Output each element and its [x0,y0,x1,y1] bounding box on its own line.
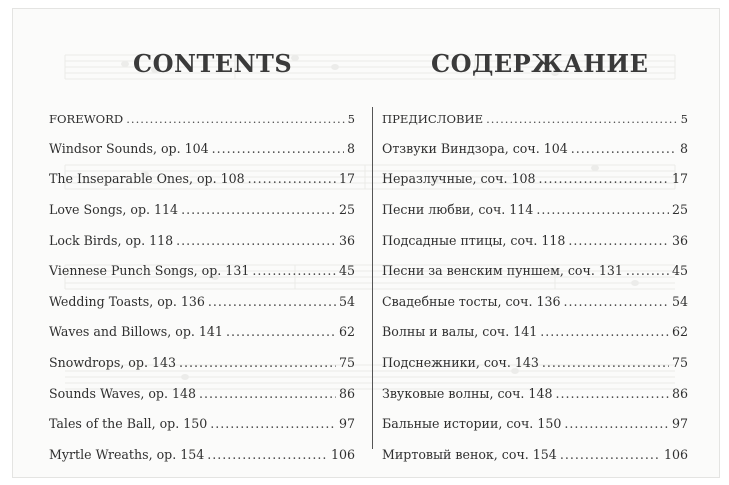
dot-leader [536,202,669,217]
toc-entry [382,378,688,409]
entry-page: 36 [671,232,688,248]
entry-page: 62 [338,324,355,340]
toc-entry [382,255,688,286]
toc-entry [49,378,355,409]
entry-page: 25 [338,201,355,217]
entry-page: 36 [338,232,355,248]
toc-entry [382,317,688,348]
toc-entry [49,286,355,317]
dot-leader [540,324,669,339]
dot-leader [179,355,336,370]
entry-title: Отзвуки Виндзора, соч. 104 [382,140,568,156]
entry-page: 75 [338,354,355,370]
toc-entry [382,347,688,378]
dot-leader [181,202,336,217]
entry-title: Миртовый венок, соч. 154 [382,446,557,462]
entry-title: Песни за венским пуншем, соч. 131 [382,263,623,279]
dot-leader [252,263,336,278]
entry-title: ПРЕДИСЛОВИЕ [382,112,484,126]
entry-title: Tales of the Ball, op. 150 [49,416,208,432]
dot-leader [555,386,668,401]
entry-title: Snowdrops, op. 143 [49,354,176,370]
entry-page: 106 [330,446,355,462]
entry-title: Waves and Billows, op. 141 [49,324,223,340]
dot-leader [176,233,336,248]
dot-leader [212,141,344,156]
entry-page: 106 [663,446,688,462]
toc-entry [382,408,688,439]
dot-leader [571,141,677,156]
toc-entry-predislovie [382,105,688,133]
entry-page: 54 [671,293,688,309]
entry-page: 5 [347,112,355,126]
entry-title: Myrtle Wreaths, op. 154 [49,446,205,462]
entry-title: Бальные истории, соч. 150 [382,416,562,432]
dot-leader [542,355,669,370]
entry-page: 8 [346,140,355,156]
entry-title: Windsor Sounds, op. 104 [49,140,209,156]
entry-title: Неразлучные, соч. 108 [382,171,536,187]
toc-entry [382,194,688,225]
dot-leader [568,233,669,248]
entry-title: Свадебные тосты, соч. 136 [382,293,561,309]
entry-page: 97 [671,416,688,432]
dot-leader [199,386,336,401]
toc-entry [49,317,355,348]
dot-leader [560,447,661,462]
toc-entry [49,164,355,195]
entry-page: 17 [338,171,355,187]
contents-heading: CONTENTS [133,49,293,78]
entry-title: Viennese Punch Songs, op. 131 [49,263,250,279]
entry-page: 86 [338,385,355,401]
dot-leader [208,294,336,309]
entry-title: Lock Birds, op. 118 [49,232,174,248]
dot-leader [564,294,669,309]
toc-entry [49,133,355,164]
toc-entry-foreword [49,105,355,133]
entry-page: 62 [671,324,688,340]
entry-title: Love Songs, op. 114 [49,201,179,217]
soderzhanie-heading: СОДЕРЖАНИЕ [431,49,649,78]
entry-page: 17 [671,171,688,187]
dot-leader [207,447,328,462]
entry-page: 97 [338,416,355,432]
contents-list [49,105,355,470]
dot-leader [539,171,669,186]
soderzhanie-list [382,105,688,470]
toc-entry [49,194,355,225]
entry-title: Волны и валы, соч. 141 [382,324,538,340]
entry-title: Песни любви, соч. 114 [382,201,534,217]
entry-page: 75 [671,354,688,370]
toc-entry [49,408,355,439]
entry-page: 54 [338,293,355,309]
entry-title: Wedding Toasts, op. 136 [49,293,205,309]
dot-leader [126,112,344,126]
entry-page: 25 [671,201,688,217]
toc-entry [382,225,688,256]
dot-leader [248,171,336,186]
entry-page: 45 [671,263,688,279]
dot-leader [486,112,678,126]
entry-title: Подсадные птицы, соч. 118 [382,232,566,248]
entry-title: Звуковые волны, соч. 148 [382,385,553,401]
toc-entry [49,347,355,378]
entry-page: 8 [679,140,688,156]
entry-page: 5 [680,112,688,126]
contents-page [12,8,720,478]
entry-title: Подснежники, соч. 143 [382,354,539,370]
toc-entry [382,286,688,317]
toc-entry [382,164,688,195]
entry-page: 86 [671,385,688,401]
dot-leader [626,263,669,278]
dot-leader [226,324,336,339]
dot-leader [210,416,336,431]
toc-entry [382,439,688,470]
toc-entry [49,255,355,286]
column-divider [372,107,373,449]
toc-entry [49,225,355,256]
dot-leader [564,416,669,431]
entry-page: 45 [338,263,355,279]
entry-title: The Inseparable Ones, op. 108 [49,171,245,187]
toc-entry [49,439,355,470]
entry-title: FOREWORD [49,112,124,126]
entry-title: Sounds Waves, op. 148 [49,385,197,401]
toc-entry [382,133,688,164]
